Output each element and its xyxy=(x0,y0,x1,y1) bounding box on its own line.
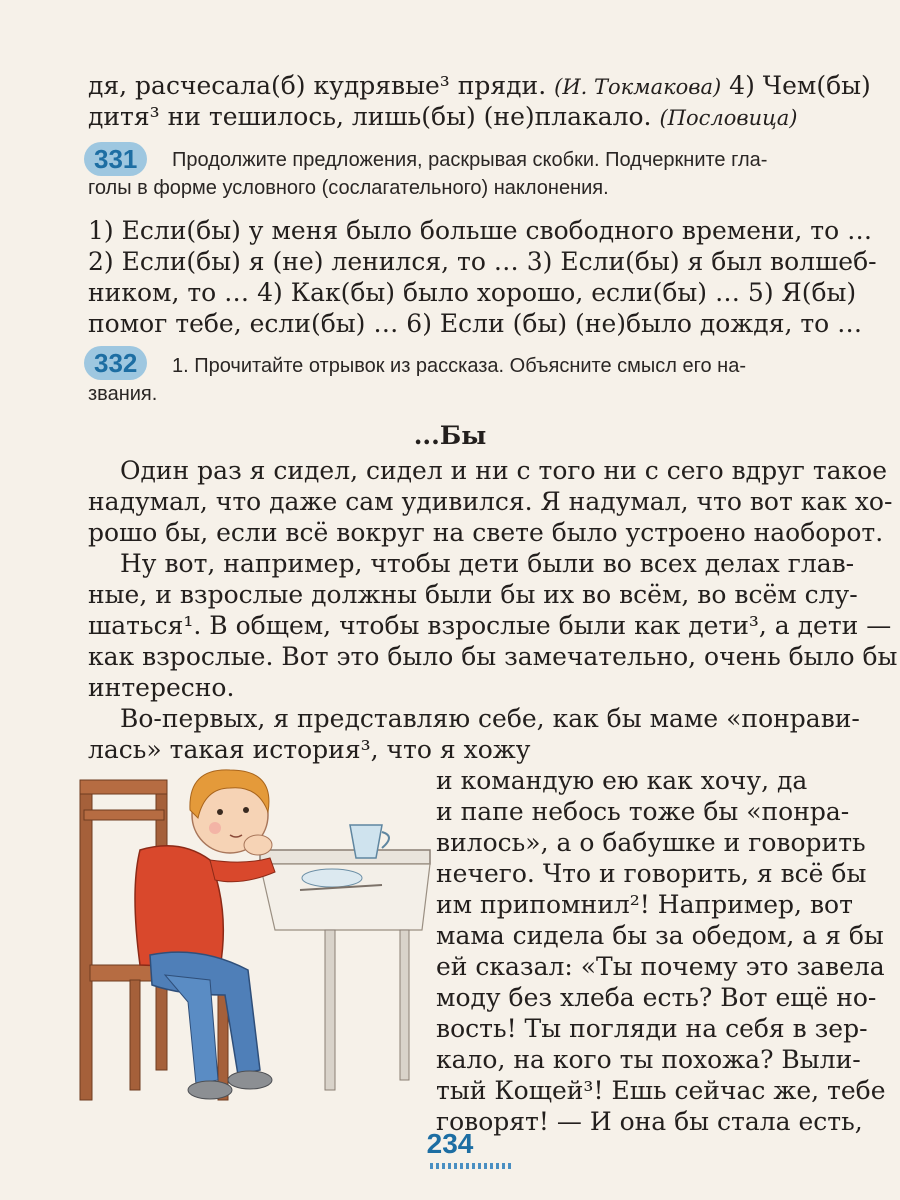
source-citation: (Пословица) xyxy=(659,106,798,130)
source-citation: (И. Токмакова) xyxy=(554,75,722,99)
story-line: надумал, что даже сам удивился. Я надумал, что вот как хо- xyxy=(88,487,893,516)
text-line: дитя³ ни тешилось, лишь(бы) (не)плакало. (Пословица) xyxy=(88,102,798,131)
story-line: Во-первых, я представляю себе, как бы маме «понрави- xyxy=(120,704,860,733)
story-line: ей сказал: «Ты почему это завела xyxy=(436,952,885,981)
story-line: рошо бы, если всё вокруг на свете было устроено наоборот. xyxy=(88,518,884,547)
exercise-number-badge: 331 xyxy=(84,142,147,176)
story-title: ...Бы xyxy=(413,421,487,450)
exercise-task-line: голы в форме условного (сослагательного) наклонения. xyxy=(88,177,609,199)
exercise-task-line: 1. Прочитайте отрывок из рассказа. Объясните смысл его на- xyxy=(172,355,747,377)
story-line: вость! Ты погляди на себя в зер- xyxy=(436,1014,868,1043)
story-line: кало, на кого ты похожа? Выли- xyxy=(436,1045,861,1074)
story-line: шаться¹. В общем, чтобы взрослые были как дети³, а дети — xyxy=(88,611,892,640)
text-line: дя, расчесала(б) кудрявые³ пряди. (И. Токмакова) 4) Чем(бы) xyxy=(88,71,871,100)
story-line: тый Кощей³! Ешь сейчас же, тебе xyxy=(436,1076,886,1105)
story-line: Один раз я сидел, сидел и ни с того ни с сего вдруг такое xyxy=(120,456,888,485)
story-line: как взрослые. Вот это было бы замечательно, очень было бы xyxy=(88,642,898,671)
page-number: 234 xyxy=(426,1128,474,1159)
story-line: говорят! — И она бы стала есть, xyxy=(436,1107,863,1136)
story-line: вилось», а о бабушке и говорить xyxy=(436,828,866,857)
exercise-line: помог тебе, если(бы) … 6) Если (бы) (не)было дождя, то … xyxy=(88,309,863,338)
exercise-line: 2) Если(бы) я (не) ленился, то … 3) Если(бы) я был волшеб- xyxy=(88,247,877,276)
story-line: нечего. Что и говорить, я всё бы xyxy=(436,859,867,888)
story-line: ные, и взрослые должны были бы их во всём, во всём слу- xyxy=(88,580,858,609)
exercise-task-line: Продолжите предложения, раскрывая скобки. Подчеркните гла- xyxy=(172,149,768,171)
story-line: и командую ею как хочу, да xyxy=(436,766,808,795)
story-line: интересно. xyxy=(88,673,235,702)
story-line: моду без хлеба есть? Вот ещё но- xyxy=(436,983,877,1012)
exercise-line: 1) Если(бы) у меня было больше свободного времени, то … xyxy=(88,216,873,245)
boy-at-table-illustration xyxy=(70,740,440,1130)
story-line: им припомнил²! Например, вот xyxy=(436,890,853,919)
exercise-number-badge: 332 xyxy=(84,346,147,380)
page-number-underline xyxy=(430,1163,512,1169)
exercise-line: ником, то … 4) Как(бы) было хорошо, если(бы) … 5) Я(бы) xyxy=(88,278,857,307)
exercise-task-line: звания. xyxy=(88,383,158,405)
story-line: лась» такая история³, что я хожу xyxy=(88,735,531,764)
story-line: Ну вот, например, чтобы дети были во всех делах глав- xyxy=(120,549,855,578)
story-line: мама сидела бы за обедом, а я бы xyxy=(436,921,884,950)
story-line: и папе небось тоже бы «понра- xyxy=(436,797,850,826)
